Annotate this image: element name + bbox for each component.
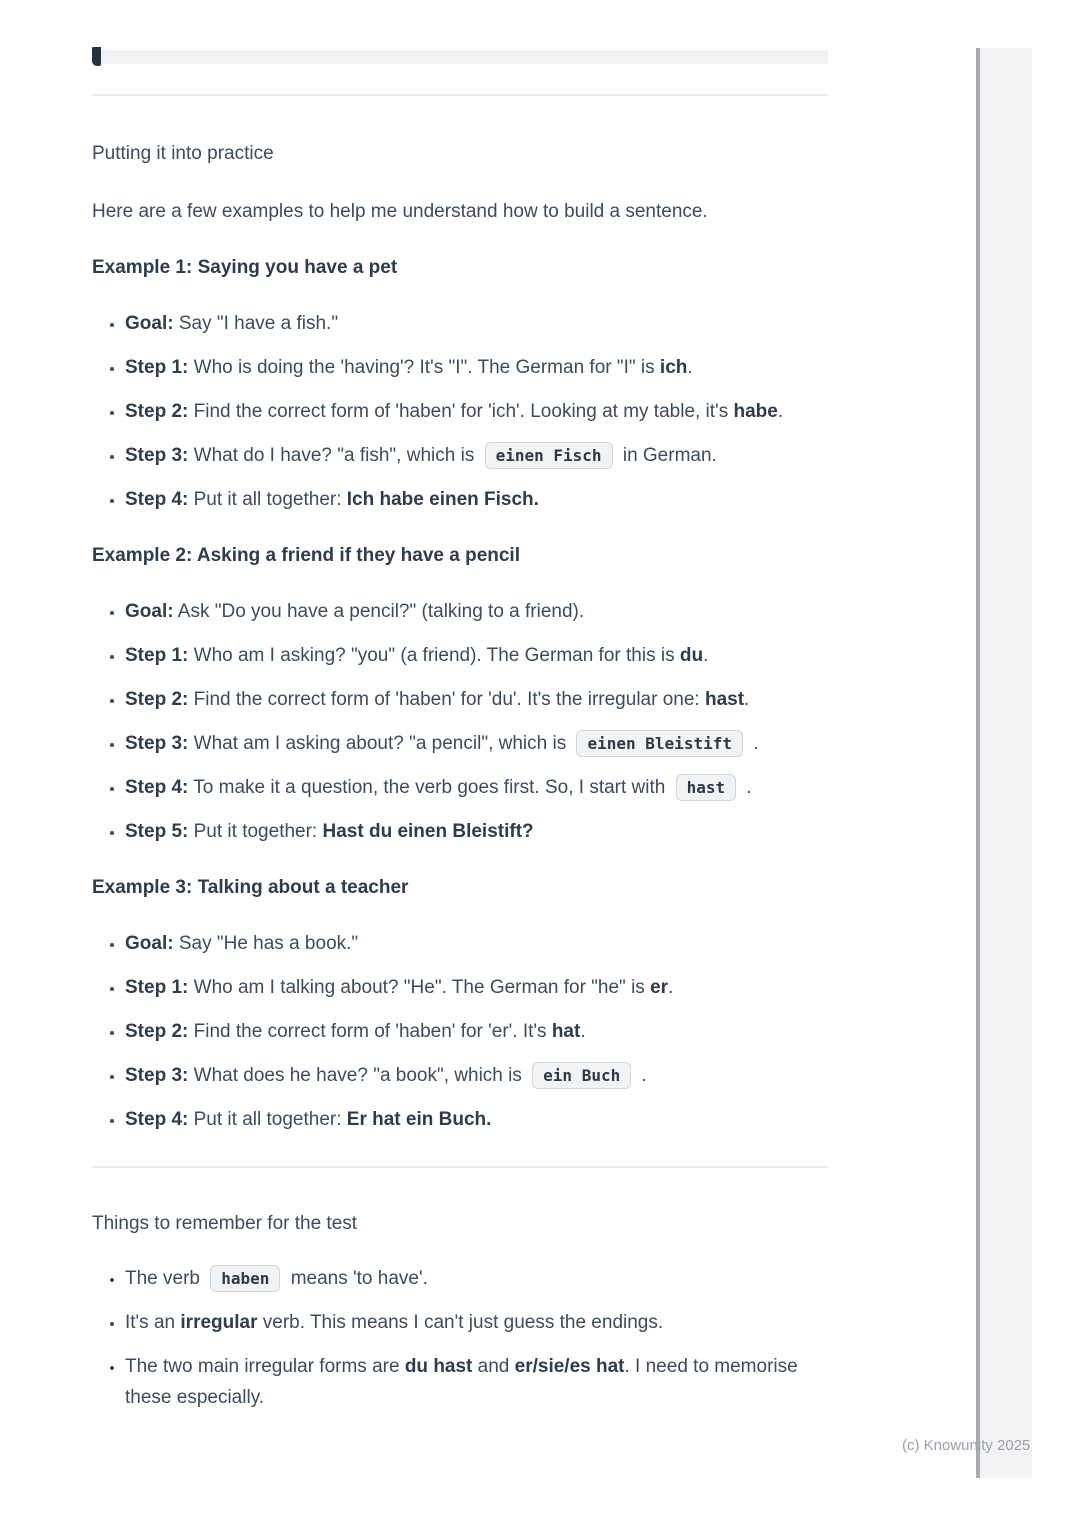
example-title: Example 1: Saying you have a pet [92, 257, 398, 278]
list-item [125, 1016, 828, 1047]
list-item [125, 640, 828, 671]
text-segment: . [741, 777, 752, 798]
list-item [125, 1263, 828, 1294]
text-segment: What am I asking about? "a pencil", which is [188, 733, 572, 754]
bold-text: Goal: [125, 601, 174, 622]
text-segment: . [636, 1065, 647, 1086]
bold-text: Step 3: [125, 733, 189, 754]
text-segment: Who is doing the 'having'? It's "I". The German for "I" is [188, 357, 660, 378]
example-steps-list [92, 308, 828, 515]
section-divider [92, 1166, 828, 1168]
text-segment: Ask "Do you have a pencil?" (talking to a friend). [173, 601, 585, 622]
list-item [125, 684, 828, 715]
examples-container [92, 252, 828, 1135]
remember-section-heading: Things to remember for the test [92, 1213, 358, 1234]
bold-text: Er hat ein Buch. [346, 1109, 492, 1130]
bold-text: Step 4: [125, 777, 189, 798]
bold-text: Step 1: [125, 977, 189, 998]
inline-code-chip: einen Fisch [485, 442, 613, 469]
copyright-watermark: (c) Knowunity 2025 [902, 1437, 1031, 1454]
inline-code-chip: hast [676, 774, 737, 801]
list-item [125, 928, 828, 959]
bold-text: hast [704, 689, 745, 710]
truncated-table-bottom [92, 50, 828, 64]
viewer-edge-scroll-panel[interactable] [976, 48, 1032, 1478]
example-title: Example 2: Asking a friend if they have a pencil [92, 545, 520, 566]
bold-text: Step 3: [125, 1065, 189, 1086]
bold-text: Step 2: [125, 1021, 189, 1042]
text-segment: verb. This means I can't just guess the endings. [257, 1312, 664, 1333]
bold-text: Step 3: [125, 445, 189, 466]
list-item [125, 1060, 828, 1091]
inline-code-chip: einen Bleistift [576, 730, 743, 757]
bold-text: Step 2: [125, 689, 189, 710]
list-item [125, 308, 828, 339]
list-item [125, 816, 828, 847]
document-content [92, 95, 828, 1426]
text-segment: Put it all together: [188, 489, 347, 510]
text-segment: . [703, 645, 709, 666]
inline-code-chip: ein Buch [532, 1062, 631, 1089]
bold-text: hat [551, 1021, 581, 1042]
text-segment: Who am I talking about? "He". The German for "he" is [188, 977, 651, 998]
bold-text: er [650, 977, 669, 998]
bold-text: Hast du einen Bleistift? [322, 821, 534, 842]
list-item [125, 972, 828, 1003]
text-segment: . [747, 733, 759, 754]
bold-text: du [679, 645, 704, 666]
text-segment: Say "I have a fish." [173, 313, 339, 334]
text-segment: and [472, 1356, 515, 1377]
text-segment: What does he have? "a book", which is [188, 1065, 528, 1086]
text-segment: Find the correct form of 'haben' for 'du'. It's the irregular one: [188, 689, 705, 710]
bold-text: Goal: [125, 313, 174, 334]
bold-text: Goal: [125, 933, 174, 954]
text-segment: What do I have? "a fish", which is [188, 445, 480, 466]
bold-text: Step 4: [125, 489, 189, 510]
text-segment: Find the correct form of 'haben' for 'er'. It's [188, 1021, 552, 1042]
bold-text: du hast [404, 1356, 473, 1377]
remember-list [92, 1263, 828, 1413]
truncated-table-corner [92, 47, 101, 66]
list-item [125, 1307, 828, 1338]
text-segment: The two main irregular forms are [125, 1356, 405, 1377]
intro-paragraph: Here are a few examples to help me understand how to build a sentence. [92, 201, 708, 222]
text-segment: . [744, 689, 750, 710]
bold-text: Step 2: [125, 401, 189, 422]
list-item [125, 1351, 828, 1413]
text-segment: It's an [125, 1312, 181, 1333]
list-item [125, 396, 828, 427]
list-item [125, 440, 828, 471]
bold-text: irregular [180, 1312, 258, 1333]
list-item [125, 772, 828, 803]
inline-code-chip: haben [210, 1265, 280, 1292]
list-item [125, 728, 828, 759]
bold-text: habe [733, 401, 778, 422]
text-segment: . [668, 977, 674, 998]
bold-text: er/sie/es hat [514, 1356, 625, 1377]
bold-text: Step 5: [125, 821, 189, 842]
bold-text: ich [659, 357, 688, 378]
text-segment: . [580, 1021, 586, 1042]
list-item [125, 1104, 828, 1135]
text-segment: Put it together: [188, 821, 323, 842]
bold-text: Step 4: [125, 1109, 189, 1130]
text-segment: means 'to have'. [285, 1268, 428, 1289]
example-steps-list [92, 928, 828, 1135]
text-segment: Put it all together: [188, 1109, 347, 1130]
text-segment: Find the correct form of 'haben' for 'ich'. Looking at my table, it's [188, 401, 734, 422]
text-segment: The verb [125, 1268, 206, 1289]
text-segment: Say "He has a book." [173, 933, 359, 954]
bold-text: Ich habe einen Fisch. [346, 489, 539, 510]
practice-section-heading: Putting it into practice [92, 143, 274, 164]
text-segment: . [777, 401, 784, 422]
text-segment: . I need to memorise these especially. [125, 1356, 798, 1408]
text-segment: Who am I asking? "you" (a friend). The German for this is [188, 645, 680, 666]
list-item [125, 596, 828, 627]
text-segment: . [687, 357, 693, 378]
list-item [125, 484, 828, 515]
example-steps-list [92, 596, 828, 847]
list-item [125, 352, 828, 383]
bold-text: Step 1: [125, 357, 189, 378]
example-title: Example 3: Talking about a teacher [92, 877, 409, 898]
text-segment: To make it a question, the verb goes first. So, I start with [188, 777, 671, 798]
bold-text: Step 1: [125, 645, 189, 666]
text-segment: in German. [617, 445, 717, 466]
